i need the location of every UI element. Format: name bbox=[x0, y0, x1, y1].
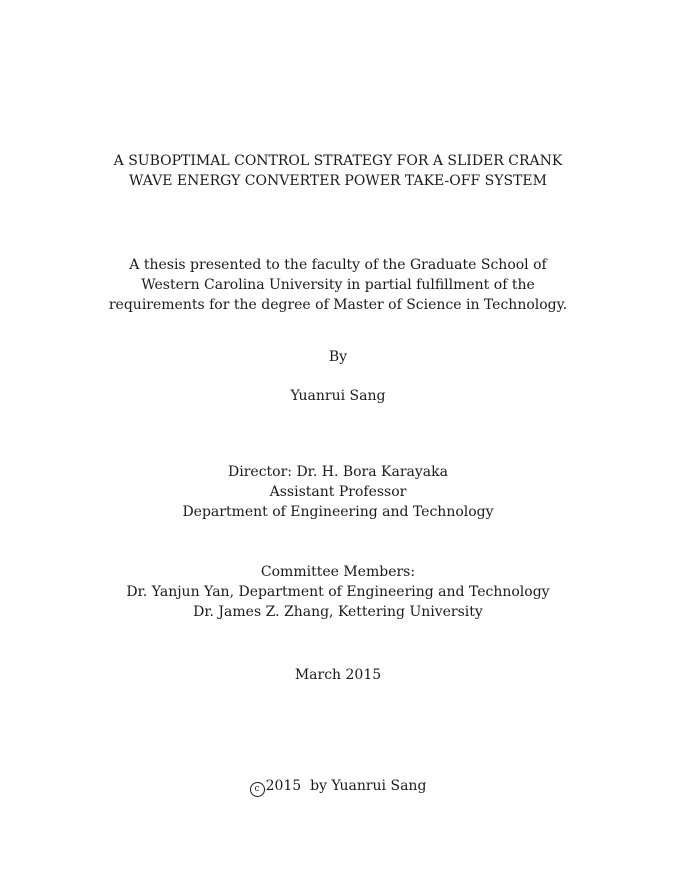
director-name: Director: Dr. H. Bora Karayaka bbox=[228, 464, 448, 480]
thesis-description-line-3: requirements for the degree of Master of Science in Technology. bbox=[108, 297, 568, 313]
director-department: Department of Engineering and Technology bbox=[182, 504, 494, 520]
committee-member-2: Dr. James Z. Zhang, Kettering University bbox=[193, 604, 483, 620]
by-label-text: By bbox=[328, 349, 348, 365]
by-label bbox=[0, 347, 676, 367]
thesis-description-line-2: Western Carolina University in partial fulfillment of the bbox=[141, 277, 535, 293]
committee-info bbox=[0, 562, 676, 622]
author-name bbox=[0, 386, 676, 406]
committee-member-1: Dr. Yanjun Yan, Department of Engineering and Technology bbox=[126, 584, 550, 600]
copyright-year: 2015 bbox=[265, 778, 302, 794]
thesis-title-line-2: WAVE ENERGY CONVERTER POWER TAKE-OFF SYSTEM bbox=[129, 173, 547, 189]
copyright-line bbox=[0, 776, 676, 797]
copyright-icon: c bbox=[250, 782, 265, 797]
thesis-date-text: March 2015 bbox=[294, 667, 382, 683]
director-title: Assistant Professor bbox=[269, 484, 407, 500]
director-info bbox=[0, 462, 676, 522]
thesis-title bbox=[0, 151, 676, 191]
committee-heading: Committee Members: bbox=[260, 564, 416, 580]
thesis-title-line-1: A SUBOPTIMAL CONTROL STRATEGY FOR A SLIDER CRANK bbox=[113, 153, 563, 169]
copyright-holder: by Yuanrui Sang bbox=[310, 778, 427, 794]
author-name-text: Yuanrui Sang bbox=[290, 388, 386, 404]
thesis-date bbox=[0, 665, 676, 685]
thesis-description bbox=[0, 255, 676, 315]
copyright-notice bbox=[0, 776, 676, 797]
thesis-description-line-1: A thesis presented to the faculty of the Graduate School of bbox=[129, 257, 547, 273]
